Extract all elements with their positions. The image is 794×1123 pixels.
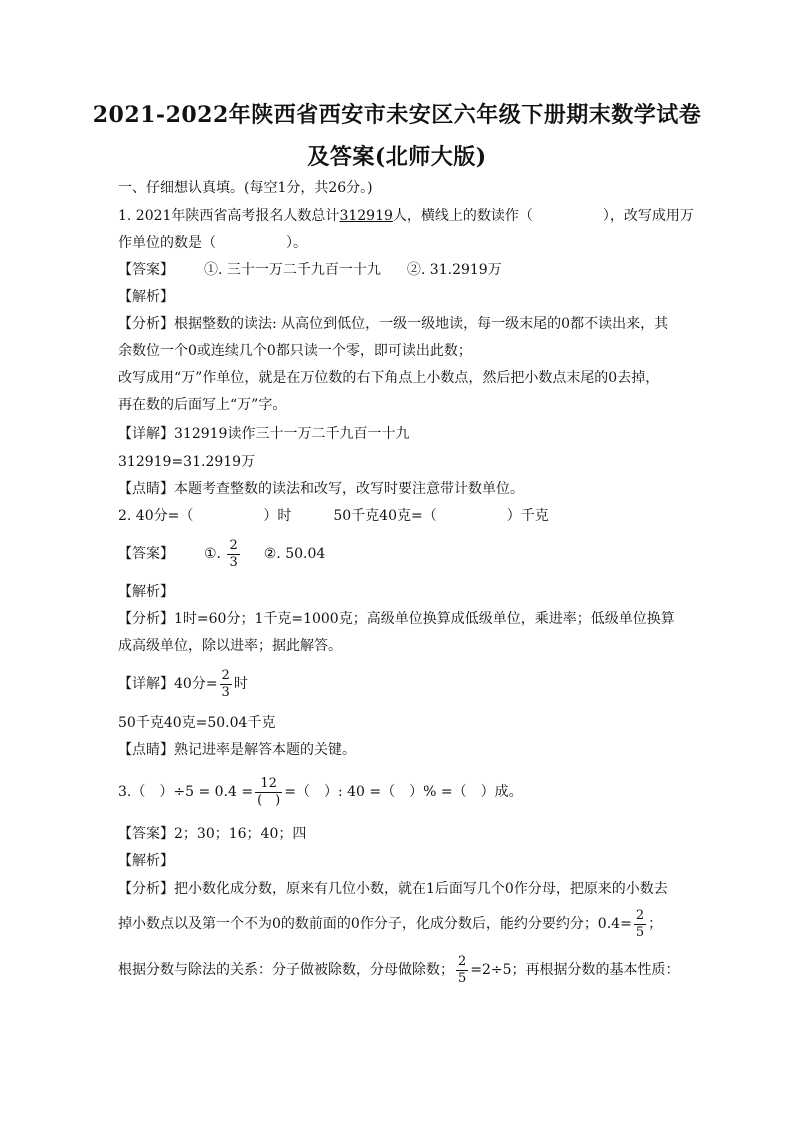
detail-line [118,664,688,704]
answer-label: 【答案】 [118,546,174,562]
answer-2: ②. 50.04 [263,546,326,562]
analysis-line: 成高级单位，除以进率；据此解答。 [118,638,342,654]
analysis-text: 掉小数点以及第一个不为0的数前面的0作分子，化成分数后，能约分要约分；0.4= [118,916,632,932]
analysis-line: 【分析】根据整数的读法: 从高位到低位，一级一级地读，每一级末尾的0都不读出来，其 [118,316,669,332]
answer-1: ①. 三十一万二千九百一十九 [204,262,381,278]
question-3-answer: 【答案】2；30；16；40；四 [118,826,307,842]
answer-2: ②. 31.2919万 [406,262,502,278]
detail-line: 312919=31.2919万 [118,454,256,470]
question-2: 2. 40分=（ ）时 50千克40克=（ ）千克 [118,508,549,524]
fraction [220,668,232,701]
fraction-numerator: 2 [229,537,238,553]
question-1-text-a: 1. 2021年陕西省高考报名人数总计 [118,208,340,224]
question-1 [118,206,694,226]
question-3 [118,770,688,814]
fraction [456,954,468,987]
question-1-line-2: 作单位的数是（ ）。 [118,235,307,251]
question-1-number: 312919 [339,208,393,224]
fraction [227,538,239,571]
document-title-line-1: 2021-2022年陕西省西安市未安区六年级下册期末数学试卷 [92,102,702,128]
fraction [634,908,646,941]
analysis-text: =2÷5；再根据分数的基本性质： [470,962,680,978]
document-title-line-2: 及答案(北师大版) [307,144,487,170]
analysis-line: 【分析】把小数化成分数，原来有几位小数，就在1后面写几个0作分母，把原来的小数去 [118,881,668,897]
remark-line: 【点睛】熟记进率是解答本题的关键。 [118,742,356,758]
question-3-text-b: =（ ）: 40 =（ ）% =（ ）成。 [284,784,523,800]
fraction-denominator: 3 [229,554,238,570]
remark-line: 【点睛】本题考查整数的读法和改写，改写时要注意带计数单位。 [118,481,524,497]
fraction-denominator: 5 [458,970,467,986]
detail-prefix: 【详解】40分= [118,676,218,692]
question-3-text-a: 3.（ ）÷5 = 0.4 = [118,784,254,800]
answer-label: 【答案】 [118,262,174,278]
analysis-line: 再在数的后面写上“万”字。 [118,397,287,413]
answer-1-prefix: ①. [204,546,222,562]
fraction-numerator: 2 [221,667,230,683]
question-1-answer [118,260,688,280]
analysis-heading: 【解析】 [118,853,174,869]
analysis-heading: 【解析】 [118,584,174,600]
detail-suffix: 时 [233,676,248,692]
fraction-numerator: 12 [255,776,282,793]
section-heading: 一、仔细想认真填。(每空1分，共26分。) [118,180,373,196]
analysis-line: 改写成用“万”作单位，就是在万位数的右下角点上小数点，然后把小数点末尾的0去掉， [118,370,660,386]
analysis-text: 根据分数与除法的关系：分子做被除数，分母做除数； [118,962,454,978]
analysis-line [118,952,688,988]
fraction [255,776,282,809]
fraction-numerator: 2 [458,953,467,969]
analysis-line [118,906,688,942]
question-2-answer [118,534,688,574]
analysis-heading: 【解析】 [118,289,174,305]
fraction-denominator: 3 [221,684,230,700]
analysis-text: ； [648,916,663,932]
analysis-line: 余数位一个0或连续几个0都只读一个零，即可读出此数； [118,343,472,359]
analysis-line: 【分析】1时=60分；1千克=1000克；高级单位换算成低级单位，乘进率；低级单位换算 [118,611,675,627]
detail-line: 【详解】312919读作三十一万二千九百一十九 [118,426,410,442]
fraction-denominator: 5 [635,924,645,940]
question-1-text-b: 人，横线上的数读作（ ），改写成用万 [392,208,694,224]
detail-line: 50千克40克=50.04千克 [118,715,276,731]
fraction-numerator: 2 [635,907,645,923]
fraction-denominator: ( ) [257,792,281,808]
